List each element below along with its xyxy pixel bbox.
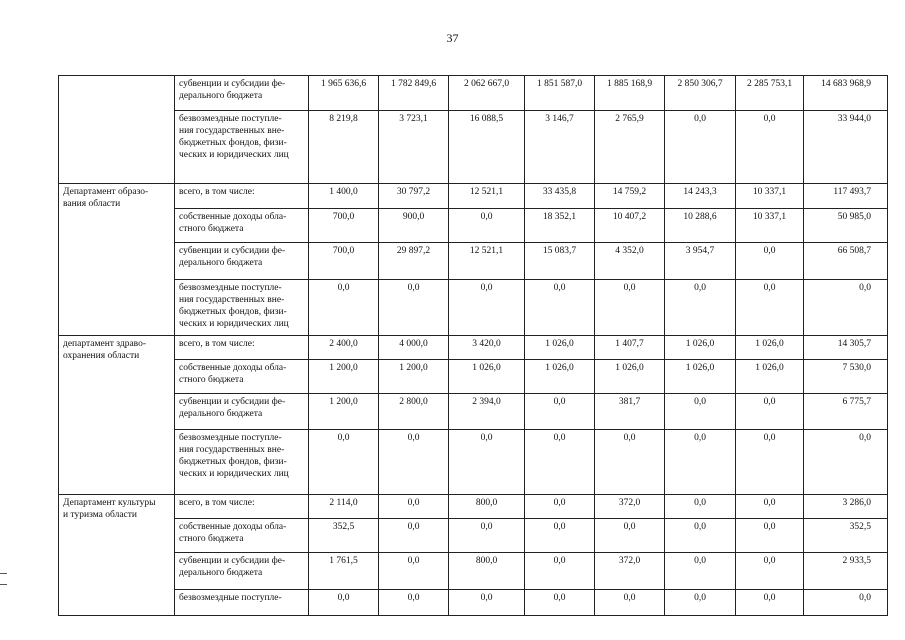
value-cell: 0,0 (525, 430, 595, 495)
table-row (59, 495, 888, 519)
org-unspecified (59, 76, 175, 184)
category-federal-subsidies: субвенции и субсидии фе- дерального бюджета (175, 553, 309, 590)
value-cell: 10 337,1 (736, 184, 804, 209)
value-cell: 2 400,0 (309, 336, 379, 360)
value-cell: 0,0 (665, 495, 736, 519)
value-cell: 381,7 (595, 394, 665, 430)
value-cell: 1 026,0 (736, 360, 804, 394)
value-cell: 0,0 (736, 280, 804, 336)
table-row (59, 553, 888, 590)
table-row (59, 209, 888, 243)
category-gratuitous-receipts: безвозмездные поступле- ния государственных вне- бюджетных фондов, физи- ческих и юридических лиц (175, 430, 309, 495)
org-culture-tourism-department: Департамент культуры и туризма области (59, 495, 175, 616)
value-cell: 12 521,1 (449, 184, 525, 209)
value-total-cell: 2 933,5 (804, 553, 888, 590)
value-total-cell: 33 944,0 (804, 111, 888, 184)
value-cell: 372,0 (595, 495, 665, 519)
value-cell: 3 146,7 (525, 111, 595, 184)
table-row (59, 430, 888, 495)
org-education-department: Департамент образо- вания области (59, 184, 175, 336)
category-own-revenue: собственные доходы обла- стного бюджета (175, 360, 309, 394)
value-cell: 3 954,7 (665, 243, 736, 280)
value-cell: 10 288,6 (665, 209, 736, 243)
value-cell: 0,0 (525, 553, 595, 590)
value-cell: 0,0 (309, 590, 379, 616)
value-cell: 1 200,0 (309, 394, 379, 430)
org-health-department: департамент здраво- охранения области (59, 336, 175, 495)
value-cell: 0,0 (449, 519, 525, 553)
value-cell: 0,0 (665, 394, 736, 430)
value-cell: 1 026,0 (665, 360, 736, 394)
value-cell: 2 062 667,0 (449, 76, 525, 111)
value-cell: 0,0 (665, 519, 736, 553)
value-cell: 2 800,0 (379, 394, 449, 430)
value-cell: 2 285 753,1 (736, 76, 804, 111)
value-cell: 0,0 (736, 111, 804, 184)
value-cell: 0,0 (525, 495, 595, 519)
value-cell: 0,0 (449, 590, 525, 616)
value-cell: 0,0 (379, 553, 449, 590)
value-total-cell: 14 305,7 (804, 336, 888, 360)
value-cell: 1 026,0 (525, 360, 595, 394)
category-own-revenue: собственные доходы обла- стного бюджета (175, 209, 309, 243)
value-cell: 1 026,0 (665, 336, 736, 360)
value-cell: 4 000,0 (379, 336, 449, 360)
value-cell: 1 026,0 (736, 336, 804, 360)
value-cell: 0,0 (736, 243, 804, 280)
value-cell: 10 407,2 (595, 209, 665, 243)
category-federal-subsidies: субвенции и субсидии фе- дерального бюджета (175, 394, 309, 430)
table-row (59, 360, 888, 394)
value-cell: 0,0 (665, 430, 736, 495)
table-row (59, 590, 888, 616)
value-cell: 0,0 (525, 519, 595, 553)
value-cell: 12 521,1 (449, 243, 525, 280)
value-total-cell: 3 286,0 (804, 495, 888, 519)
value-cell: 0,0 (665, 590, 736, 616)
value-cell: 800,0 (449, 553, 525, 590)
value-cell: 10 337,1 (736, 209, 804, 243)
value-cell: 0,0 (379, 519, 449, 553)
value-cell: 1 200,0 (309, 360, 379, 394)
value-cell: 0,0 (449, 430, 525, 495)
category-gratuitous-receipts: безвозмездные поступле- (175, 590, 309, 616)
value-cell: 0,0 (736, 519, 804, 553)
value-cell: 0,0 (379, 280, 449, 336)
category-own-revenue: собственные доходы обла- стного бюджета (175, 519, 309, 553)
value-cell: 0,0 (525, 590, 595, 616)
value-total-cell: 352,5 (804, 519, 888, 553)
value-cell: 0,0 (665, 553, 736, 590)
value-cell: 30 797,2 (379, 184, 449, 209)
value-total-cell: 50 985,0 (804, 209, 888, 243)
value-cell: 4 352,0 (595, 243, 665, 280)
margin-mark (0, 573, 7, 574)
value-cell: 0,0 (379, 430, 449, 495)
value-cell: 2 114,0 (309, 495, 379, 519)
value-cell: 0,0 (379, 590, 449, 616)
value-cell: 0,0 (736, 495, 804, 519)
value-cell: 1 407,7 (595, 336, 665, 360)
value-cell: 18 352,1 (525, 209, 595, 243)
category-total: всего, в том числе: (175, 495, 309, 519)
value-cell: 3 420,0 (449, 336, 525, 360)
value-cell: 1 200,0 (379, 360, 449, 394)
table-row (59, 280, 888, 336)
table-row (59, 336, 888, 360)
value-total-cell: 0,0 (804, 430, 888, 495)
value-cell: 0,0 (736, 553, 804, 590)
value-cell: 800,0 (449, 495, 525, 519)
value-cell: 0,0 (449, 209, 525, 243)
margin-mark (0, 584, 7, 585)
value-cell: 0,0 (595, 590, 665, 616)
value-cell: 8 219,8 (309, 111, 379, 184)
value-cell: 2 765,9 (595, 111, 665, 184)
category-total: всего, в том числе: (175, 184, 309, 209)
value-cell: 700,0 (309, 243, 379, 280)
value-cell: 2 850 306,7 (665, 76, 736, 111)
table-row (59, 184, 888, 209)
value-cell: 700,0 (309, 209, 379, 243)
value-cell: 0,0 (595, 519, 665, 553)
value-cell: 14 759,2 (595, 184, 665, 209)
value-cell: 3 723,1 (379, 111, 449, 184)
value-cell: 352,5 (309, 519, 379, 553)
value-cell: 0,0 (309, 280, 379, 336)
value-cell: 1 026,0 (449, 360, 525, 394)
value-total-cell: 7 530,0 (804, 360, 888, 394)
value-cell: 0,0 (665, 280, 736, 336)
value-cell: 1 885 168,9 (595, 76, 665, 111)
value-total-cell: 0,0 (804, 590, 888, 616)
value-cell: 15 083,7 (525, 243, 595, 280)
budget-table (58, 75, 888, 616)
value-cell: 0,0 (379, 495, 449, 519)
value-total-cell: 66 508,7 (804, 243, 888, 280)
value-cell: 0,0 (665, 111, 736, 184)
value-cell: 1 761,5 (309, 553, 379, 590)
value-cell: 2 394,0 (449, 394, 525, 430)
value-cell: 0,0 (309, 430, 379, 495)
value-total-cell: 117 493,7 (804, 184, 888, 209)
table-row (59, 519, 888, 553)
value-total-cell: 14 683 968,9 (804, 76, 888, 111)
category-total: всего, в том числе: (175, 336, 309, 360)
value-cell: 1 026,0 (525, 336, 595, 360)
value-cell: 0,0 (595, 280, 665, 336)
value-cell: 0,0 (449, 280, 525, 336)
value-cell: 0,0 (736, 394, 804, 430)
value-cell: 900,0 (379, 209, 449, 243)
page-number: 37 (446, 31, 459, 45)
value-cell: 29 897,2 (379, 243, 449, 280)
value-cell: 1 851 587,0 (525, 76, 595, 111)
value-cell: 1 782 849,6 (379, 76, 449, 111)
value-cell: 14 243,3 (665, 184, 736, 209)
value-cell: 0,0 (525, 394, 595, 430)
value-cell: 1 965 636,6 (309, 76, 379, 111)
table-row (59, 394, 888, 430)
category-federal-subsidies: субвенции и субсидии фе- дерального бюджета (175, 243, 309, 280)
value-cell: 1 026,0 (595, 360, 665, 394)
value-total-cell: 6 775,7 (804, 394, 888, 430)
value-cell: 33 435,8 (525, 184, 595, 209)
category-gratuitous-receipts: безвозмездные поступле- ния государственных вне- бюджетных фондов, физи- ческих и юридических лиц (175, 280, 309, 336)
category-federal-subsidies: субвенции и субсидии фе- дерального бюджета (175, 76, 309, 111)
value-cell: 0,0 (525, 280, 595, 336)
value-total-cell: 0,0 (804, 280, 888, 336)
value-cell: 372,0 (595, 553, 665, 590)
table-row (59, 76, 888, 111)
table-row (59, 111, 888, 184)
category-gratuitous-receipts: безвозмездные поступле- ния государственных вне- бюджетных фондов, физи- ческих и юридических лиц (175, 111, 309, 184)
value-cell: 16 088,5 (449, 111, 525, 184)
value-cell: 1 400,0 (309, 184, 379, 209)
value-cell: 0,0 (595, 430, 665, 495)
table-row (59, 243, 888, 280)
value-cell: 0,0 (736, 430, 804, 495)
value-cell: 0,0 (736, 590, 804, 616)
